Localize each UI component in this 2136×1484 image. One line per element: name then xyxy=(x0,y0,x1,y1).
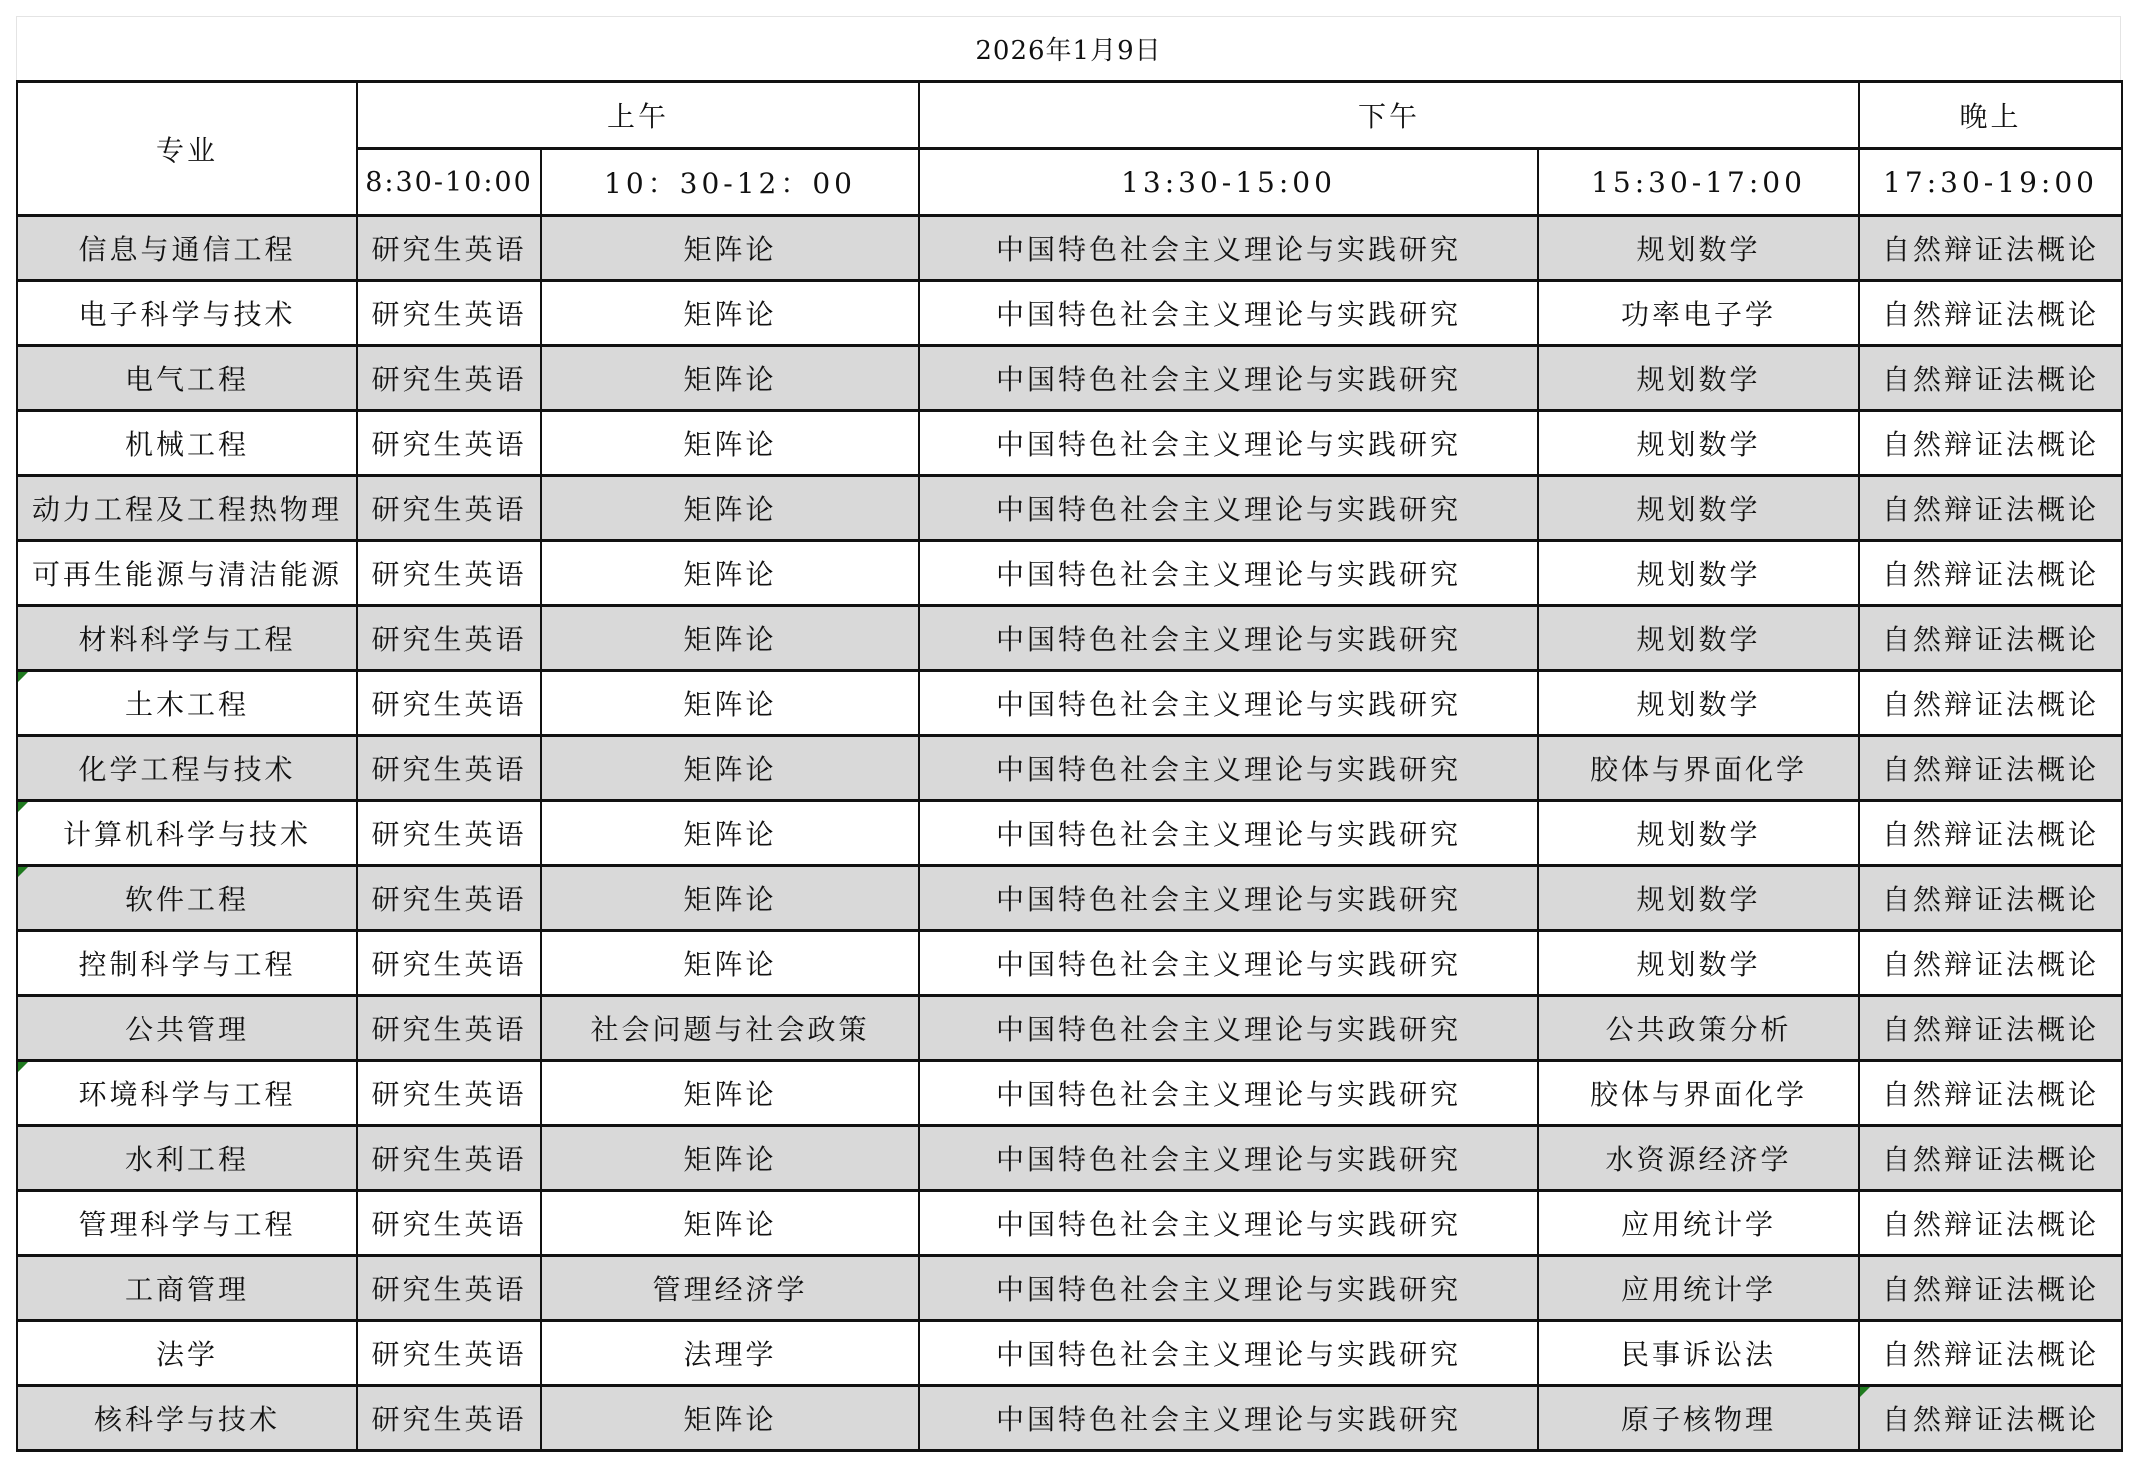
course-cell xyxy=(1538,671,1859,736)
course-cell xyxy=(919,476,1538,541)
course-cell xyxy=(1538,1126,1859,1191)
major-cell xyxy=(17,1256,357,1321)
course-cell xyxy=(541,1061,919,1126)
course-name: 矩阵论 xyxy=(683,1208,777,1241)
course-name: 规划数学 xyxy=(1636,558,1761,591)
course-cell xyxy=(541,606,919,671)
course-cell xyxy=(1859,411,2122,476)
course-cell xyxy=(919,1126,1538,1191)
major-name: 机械工程 xyxy=(124,428,249,461)
course-name: 法理学 xyxy=(683,1338,777,1371)
course-cell xyxy=(357,736,541,801)
course-cell xyxy=(1859,281,2122,346)
course-name: 研究生英语 xyxy=(371,558,527,591)
course-cell xyxy=(1859,541,2122,606)
course-name: 中国特色社会主义理论与实践研究 xyxy=(996,688,1462,721)
period-morning-header: 上午 xyxy=(357,82,919,149)
course-name: 应用统计学 xyxy=(1621,1273,1777,1306)
course-name: 研究生英语 xyxy=(371,493,527,526)
course-name: 中国特色社会主义理论与实践研究 xyxy=(996,363,1462,396)
comment-indicator-icon xyxy=(18,1062,28,1072)
course-cell xyxy=(541,1126,919,1191)
course-name: 自然辩证法概论 xyxy=(1882,1338,2100,1371)
course-cell xyxy=(1859,216,2122,281)
course-cell xyxy=(357,411,541,476)
course-cell xyxy=(1538,866,1859,931)
period-evening-header: 晚上 xyxy=(1859,82,2122,149)
course-cell xyxy=(357,281,541,346)
exam-schedule-sheet xyxy=(16,16,2121,1452)
course-name: 自然辩证法概论 xyxy=(1882,883,2100,916)
course-name: 研究生英语 xyxy=(371,298,527,331)
course-name: 自然辩证法概论 xyxy=(1882,363,2100,396)
table-row xyxy=(17,1256,2122,1321)
course-name: 胶体与界面化学 xyxy=(1590,753,1808,786)
course-name: 自然辩证法概论 xyxy=(1882,1403,2100,1436)
course-name: 功率电子学 xyxy=(1621,298,1777,331)
major-name: 材料科学与工程 xyxy=(78,623,296,656)
table-row xyxy=(17,606,2122,671)
major-name: 电气工程 xyxy=(124,363,249,396)
course-cell xyxy=(1859,1386,2122,1451)
course-cell xyxy=(357,606,541,671)
course-cell xyxy=(357,476,541,541)
course-cell xyxy=(541,346,919,411)
course-cell xyxy=(1538,541,1859,606)
course-name: 水资源经济学 xyxy=(1605,1143,1792,1176)
major-cell xyxy=(17,736,357,801)
course-name: 研究生英语 xyxy=(371,1208,527,1241)
course-cell xyxy=(919,1256,1538,1321)
table-row xyxy=(17,1386,2122,1451)
table-row xyxy=(17,866,2122,931)
course-cell xyxy=(1859,476,2122,541)
course-name: 规划数学 xyxy=(1636,363,1761,396)
course-name: 自然辩证法概论 xyxy=(1882,818,2100,851)
course-name: 矩阵论 xyxy=(683,1143,777,1176)
course-name: 自然辩证法概论 xyxy=(1882,753,2100,786)
major-cell xyxy=(17,996,357,1061)
course-name: 矩阵论 xyxy=(683,1078,777,1111)
major-name: 信息与通信工程 xyxy=(78,233,296,266)
time-slot-header: 15:30-17:00 xyxy=(1538,149,1859,216)
course-cell xyxy=(1538,1386,1859,1451)
major-name: 水利工程 xyxy=(124,1143,249,1176)
course-name: 矩阵论 xyxy=(683,623,777,656)
course-name: 矩阵论 xyxy=(683,753,777,786)
course-name: 民事诉讼法 xyxy=(1621,1338,1777,1371)
course-cell xyxy=(1859,1126,2122,1191)
major-cell xyxy=(17,1061,357,1126)
course-name: 研究生英语 xyxy=(371,818,527,851)
course-cell xyxy=(919,736,1538,801)
course-cell xyxy=(1859,801,2122,866)
major-name: 核科学与技术 xyxy=(93,1403,280,1436)
major-cell xyxy=(17,931,357,996)
course-name: 矩阵论 xyxy=(683,1403,777,1436)
course-name: 研究生英语 xyxy=(371,363,527,396)
course-name: 矩阵论 xyxy=(683,428,777,461)
major-name: 土木工程 xyxy=(124,688,249,721)
course-name: 中国特色社会主义理论与实践研究 xyxy=(996,558,1462,591)
course-name: 研究生英语 xyxy=(371,688,527,721)
course-cell xyxy=(1538,606,1859,671)
course-cell xyxy=(541,1256,919,1321)
course-name: 矩阵论 xyxy=(683,688,777,721)
course-cell xyxy=(541,281,919,346)
course-name: 规划数学 xyxy=(1636,233,1761,266)
course-name: 研究生英语 xyxy=(371,1013,527,1046)
table-row xyxy=(17,736,2122,801)
course-name: 社会问题与社会政策 xyxy=(590,1013,870,1046)
course-cell xyxy=(1538,216,1859,281)
course-name: 自然辩证法概论 xyxy=(1882,233,2100,266)
course-name: 矩阵论 xyxy=(683,363,777,396)
major-cell xyxy=(17,216,357,281)
course-cell xyxy=(1859,606,2122,671)
course-name: 规划数学 xyxy=(1636,948,1761,981)
course-cell xyxy=(919,281,1538,346)
course-name: 研究生英语 xyxy=(371,233,527,266)
course-cell xyxy=(357,346,541,411)
course-name: 规划数学 xyxy=(1636,688,1761,721)
period-afternoon-header: 下午 xyxy=(919,82,1859,149)
table-row xyxy=(17,1321,2122,1386)
course-name: 中国特色社会主义理论与实践研究 xyxy=(996,428,1462,461)
major-name: 软件工程 xyxy=(124,883,249,916)
major-cell xyxy=(17,866,357,931)
major-name: 控制科学与工程 xyxy=(78,948,296,981)
table-row xyxy=(17,1126,2122,1191)
course-cell xyxy=(919,411,1538,476)
time-slot-header: 13:30-15:00 xyxy=(919,149,1538,216)
major-cell xyxy=(17,476,357,541)
time-slot-header: 17:30-19:00 xyxy=(1859,149,2122,216)
course-name: 规划数学 xyxy=(1636,623,1761,656)
course-name: 矩阵论 xyxy=(683,493,777,526)
course-cell xyxy=(1538,476,1859,541)
major-name: 法学 xyxy=(155,1338,218,1371)
major-name: 工商管理 xyxy=(124,1273,249,1306)
major-cell xyxy=(17,801,357,866)
course-cell xyxy=(541,1321,919,1386)
course-cell xyxy=(919,801,1538,866)
course-cell xyxy=(357,541,541,606)
course-cell xyxy=(1538,346,1859,411)
course-name: 中国特色社会主义理论与实践研究 xyxy=(996,1338,1462,1371)
course-cell xyxy=(919,671,1538,736)
course-name: 自然辩证法概论 xyxy=(1882,1078,2100,1111)
comment-indicator-icon xyxy=(1860,1387,1870,1397)
major-cell xyxy=(17,671,357,736)
course-cell xyxy=(541,801,919,866)
table-row xyxy=(17,1061,2122,1126)
table-row xyxy=(17,346,2122,411)
course-name: 中国特色社会主义理论与实践研究 xyxy=(996,1013,1462,1046)
course-name: 矩阵论 xyxy=(683,233,777,266)
course-name: 研究生英语 xyxy=(371,1338,527,1371)
course-cell xyxy=(1538,1061,1859,1126)
major-column-header: 专业 xyxy=(17,82,357,216)
course-name: 规划数学 xyxy=(1636,883,1761,916)
course-name: 中国特色社会主义理论与实践研究 xyxy=(996,1208,1462,1241)
course-cell xyxy=(357,1256,541,1321)
major-cell xyxy=(17,1386,357,1451)
course-cell xyxy=(541,996,919,1061)
major-name: 化学工程与技术 xyxy=(78,753,296,786)
course-name: 中国特色社会主义理论与实践研究 xyxy=(996,948,1462,981)
course-cell xyxy=(919,1061,1538,1126)
course-name: 自然辩证法概论 xyxy=(1882,493,2100,526)
course-name: 矩阵论 xyxy=(683,948,777,981)
major-cell xyxy=(17,1191,357,1256)
course-name: 规划数学 xyxy=(1636,493,1761,526)
course-cell xyxy=(541,541,919,606)
course-name: 自然辩证法概论 xyxy=(1882,1013,2100,1046)
course-name: 中国特色社会主义理论与实践研究 xyxy=(996,1078,1462,1111)
course-name: 自然辩证法概论 xyxy=(1882,623,2100,656)
major-cell xyxy=(17,606,357,671)
course-name: 矩阵论 xyxy=(683,818,777,851)
course-cell xyxy=(357,1321,541,1386)
course-cell xyxy=(919,931,1538,996)
major-cell xyxy=(17,1126,357,1191)
table-row xyxy=(17,476,2122,541)
course-name: 研究生英语 xyxy=(371,1143,527,1176)
course-name: 自然辩证法概论 xyxy=(1882,298,2100,331)
course-cell xyxy=(1859,671,2122,736)
course-cell xyxy=(357,866,541,931)
course-cell xyxy=(1538,281,1859,346)
course-name: 应用统计学 xyxy=(1621,1208,1777,1241)
course-cell xyxy=(1538,411,1859,476)
course-cell xyxy=(1538,1191,1859,1256)
course-name: 研究生英语 xyxy=(371,1273,527,1306)
course-name: 自然辩证法概论 xyxy=(1882,1143,2100,1176)
course-name: 自然辩证法概论 xyxy=(1882,1273,2100,1306)
course-name: 原子核物理 xyxy=(1621,1403,1777,1436)
table-row xyxy=(17,411,2122,476)
course-name: 中国特色社会主义理论与实践研究 xyxy=(996,1143,1462,1176)
course-name: 研究生英语 xyxy=(371,623,527,656)
course-name: 矩阵论 xyxy=(683,558,777,591)
course-cell xyxy=(357,216,541,281)
course-cell xyxy=(357,671,541,736)
course-cell xyxy=(1538,1321,1859,1386)
table-row xyxy=(17,931,2122,996)
course-cell xyxy=(919,866,1538,931)
course-cell xyxy=(1538,801,1859,866)
course-name: 自然辩证法概论 xyxy=(1882,1208,2100,1241)
course-name: 自然辩证法概论 xyxy=(1882,948,2100,981)
course-cell xyxy=(1538,996,1859,1061)
course-cell xyxy=(541,216,919,281)
course-cell xyxy=(919,1321,1538,1386)
course-cell xyxy=(919,216,1538,281)
course-name: 研究生英语 xyxy=(371,753,527,786)
course-cell xyxy=(357,1191,541,1256)
course-name: 规划数学 xyxy=(1636,818,1761,851)
course-cell xyxy=(1538,931,1859,996)
major-name: 可再生能源与清洁能源 xyxy=(31,558,342,591)
course-cell xyxy=(357,996,541,1061)
course-cell xyxy=(357,1126,541,1191)
course-name: 矩阵论 xyxy=(683,883,777,916)
table-row xyxy=(17,671,2122,736)
major-name: 电子科学与技术 xyxy=(78,298,296,331)
course-cell xyxy=(1859,346,2122,411)
course-cell xyxy=(357,931,541,996)
course-cell xyxy=(1859,1191,2122,1256)
major-name: 环境科学与工程 xyxy=(78,1078,296,1111)
course-cell xyxy=(541,1386,919,1451)
course-name: 自然辩证法概论 xyxy=(1882,558,2100,591)
major-name: 公共管理 xyxy=(124,1013,249,1046)
course-name: 中国特色社会主义理论与实践研究 xyxy=(996,818,1462,851)
course-name: 中国特色社会主义理论与实践研究 xyxy=(996,623,1462,656)
time-slot-header: 10：30-12：00 xyxy=(541,149,919,216)
major-name: 计算机科学与技术 xyxy=(62,818,311,851)
course-cell xyxy=(1859,866,2122,931)
course-cell xyxy=(1538,1256,1859,1321)
course-cell xyxy=(919,346,1538,411)
course-cell xyxy=(541,931,919,996)
course-name: 中国特色社会主义理论与实践研究 xyxy=(996,298,1462,331)
course-name: 管理经济学 xyxy=(652,1273,808,1306)
course-name: 研究生英语 xyxy=(371,948,527,981)
table-row xyxy=(17,216,2122,281)
course-name: 研究生英语 xyxy=(371,1403,527,1436)
course-cell xyxy=(541,1191,919,1256)
course-cell xyxy=(1859,736,2122,801)
time-slot-header: 8:30-10:00 xyxy=(357,149,541,216)
course-name: 中国特色社会主义理论与实践研究 xyxy=(996,233,1462,266)
course-cell xyxy=(919,1386,1538,1451)
course-cell xyxy=(541,476,919,541)
course-name: 中国特色社会主义理论与实践研究 xyxy=(996,1273,1462,1306)
course-cell xyxy=(541,671,919,736)
course-cell xyxy=(1859,1061,2122,1126)
course-name: 研究生英语 xyxy=(371,1078,527,1111)
major-name: 管理科学与工程 xyxy=(78,1208,296,1241)
course-cell xyxy=(1538,736,1859,801)
course-cell xyxy=(919,1191,1538,1256)
course-name: 中国特色社会主义理论与实践研究 xyxy=(996,1403,1462,1436)
course-name: 研究生英语 xyxy=(371,428,527,461)
major-cell xyxy=(17,1321,357,1386)
course-name: 中国特色社会主义理论与实践研究 xyxy=(996,493,1462,526)
course-cell xyxy=(1859,931,2122,996)
schedule-date-title: 2026年1月9日 xyxy=(16,16,2121,80)
course-cell xyxy=(919,541,1538,606)
course-cell xyxy=(1859,1256,2122,1321)
comment-indicator-icon xyxy=(18,867,28,877)
table-row xyxy=(17,281,2122,346)
course-name: 规划数学 xyxy=(1636,428,1761,461)
course-name: 研究生英语 xyxy=(371,883,527,916)
course-cell xyxy=(357,801,541,866)
course-cell xyxy=(919,996,1538,1061)
course-name: 胶体与界面化学 xyxy=(1590,1078,1808,1111)
major-cell xyxy=(17,541,357,606)
comment-indicator-icon xyxy=(18,802,28,812)
major-cell xyxy=(17,346,357,411)
table-row xyxy=(17,801,2122,866)
comment-indicator-icon xyxy=(18,672,28,682)
course-cell xyxy=(357,1061,541,1126)
major-cell xyxy=(17,281,357,346)
course-name: 中国特色社会主义理论与实践研究 xyxy=(996,753,1462,786)
course-name: 自然辩证法概论 xyxy=(1882,688,2100,721)
course-name: 中国特色社会主义理论与实践研究 xyxy=(996,883,1462,916)
course-cell xyxy=(357,1386,541,1451)
table-row xyxy=(17,996,2122,1061)
course-cell xyxy=(1859,1321,2122,1386)
exam-schedule-table xyxy=(16,80,2123,1452)
period-header-row xyxy=(17,82,2122,149)
course-cell xyxy=(919,606,1538,671)
table-row xyxy=(17,541,2122,606)
course-cell xyxy=(541,866,919,931)
course-cell xyxy=(541,411,919,476)
course-cell xyxy=(1859,996,2122,1061)
course-cell xyxy=(541,736,919,801)
major-name: 动力工程及工程热物理 xyxy=(31,493,342,526)
course-name: 自然辩证法概论 xyxy=(1882,428,2100,461)
course-name: 矩阵论 xyxy=(683,298,777,331)
table-row xyxy=(17,1191,2122,1256)
major-cell xyxy=(17,411,357,476)
course-name: 公共政策分析 xyxy=(1605,1013,1792,1046)
